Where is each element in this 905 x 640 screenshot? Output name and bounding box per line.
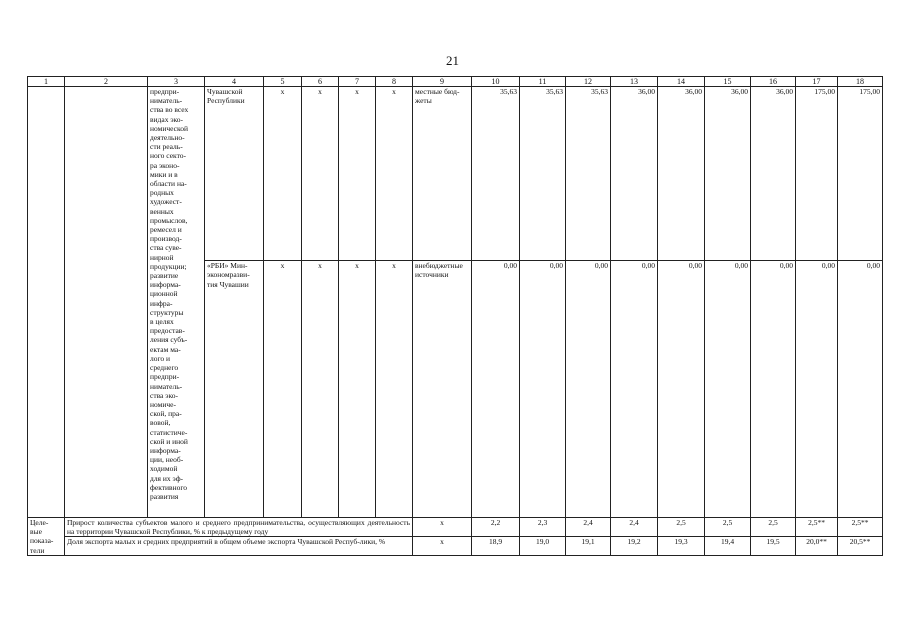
indicator-value: 2,3 [520,518,566,537]
indicator-value: 2,5 [658,518,705,537]
code-cell: x [376,87,413,261]
value-cell: 35,63 [566,87,611,261]
indicator-value: 19,2 [611,537,658,556]
funding-source: внебюджетные источники [413,261,472,518]
indicator-value: 2,2 [472,518,520,537]
indicator-value: 2,5 [751,518,796,537]
indicator-text: Доля экспорта малых и средних предприятий в общем объеме экспорта Чувашской Респуб-лики, % [65,537,413,556]
column-number: 16 [751,77,796,87]
value-cell: 36,00 [751,87,796,261]
value-cell: 0,00 [751,261,796,518]
event-description: предпри- ниматель- ства во всех видах эко- номической деятельно- сти реаль- ного секто- ра эконо- мики и в области на- родных художест- венных промыслов, ремесел и производ- ства суве- нирной продукции; развитие информа- ционной инфра- структуры в целях предостав- ления субъ- ектам ма- лого и среднего предпри- ниматель- ства эко- номиче- ской, пра- вовой, статистиче- ской и иной информа- ции, необ- ходимой для их эф- фективного развития [148,87,205,518]
column-number: 2 [65,77,148,87]
column-number: 13 [611,77,658,87]
value-cell: 0,00 [658,261,705,518]
funding-row-local [28,87,883,261]
indicator-row [28,518,883,537]
value-cell: 0,00 [472,261,520,518]
column-number-row [28,77,883,87]
code-cell: x [339,87,376,261]
indicator-value: 2,4 [611,518,658,537]
column-number: 5 [264,77,302,87]
indicator-value: 20,5** [838,537,883,556]
column-number: 9 [413,77,472,87]
indicator-value: 19,0 [520,537,566,556]
value-cell: 36,00 [611,87,658,261]
indicator-value: 19,4 [705,537,751,556]
code-cell: x [264,261,302,518]
indicator-value: 2,5** [838,518,883,537]
column-number: 18 [838,77,883,87]
value-cell: 35,63 [520,87,566,261]
indicator-value: 19,3 [658,537,705,556]
value-cell: 0,00 [838,261,883,518]
column-number: 10 [472,77,520,87]
value-cell: 175,00 [796,87,838,261]
indicator-mark: x [413,537,472,556]
column-number: 12 [566,77,611,87]
code-cell: x [264,87,302,261]
column-number: 15 [705,77,751,87]
indicator-mark: x [413,518,472,537]
indicator-value: 19,5 [751,537,796,556]
column-number: 3 [148,77,205,87]
column-number: 11 [520,77,566,87]
column-number: 4 [205,77,264,87]
executor-cell: Чувашской Республики [205,87,264,261]
program-table [27,76,883,556]
column-number: 17 [796,77,838,87]
indicator-text: Прирост количества субъектов малого и среднего предпринимательства, осуществляющих деятельность на территории Чувашской Республики, % к предыдущему году [65,518,413,537]
indicator-value: 20,0** [796,537,838,556]
column-number: 8 [376,77,413,87]
funding-source: местные бюд- жеты [413,87,472,261]
value-cell: 35,63 [472,87,520,261]
value-cell: 0,00 [520,261,566,518]
empty-cell [65,87,148,518]
column-number: 1 [28,77,65,87]
column-number: 6 [302,77,339,87]
value-cell: 36,00 [705,87,751,261]
indicator-value: 18,9 [472,537,520,556]
code-cell: x [339,261,376,518]
indicator-value: 2,4 [566,518,611,537]
code-cell: x [302,261,339,518]
column-number: 7 [339,77,376,87]
targets-label: Целе- вые показа- тели [28,518,65,556]
column-number: 14 [658,77,705,87]
page-number: 21 [446,53,459,68]
value-cell: 0,00 [611,261,658,518]
code-cell: x [302,87,339,261]
code-cell: x [376,261,413,518]
indicator-value: 2,5 [705,518,751,537]
value-cell: 0,00 [566,261,611,518]
executor-cell: «РБИ» Мин- экономразви- тия Чувашии [205,261,264,518]
indicator-value: 2,5** [796,518,838,537]
value-cell: 36,00 [658,87,705,261]
value-cell: 175,00 [838,87,883,261]
value-cell: 0,00 [705,261,751,518]
indicator-value: 19,1 [566,537,611,556]
empty-cell [28,87,65,518]
indicator-row [28,537,883,556]
value-cell: 0,00 [796,261,838,518]
